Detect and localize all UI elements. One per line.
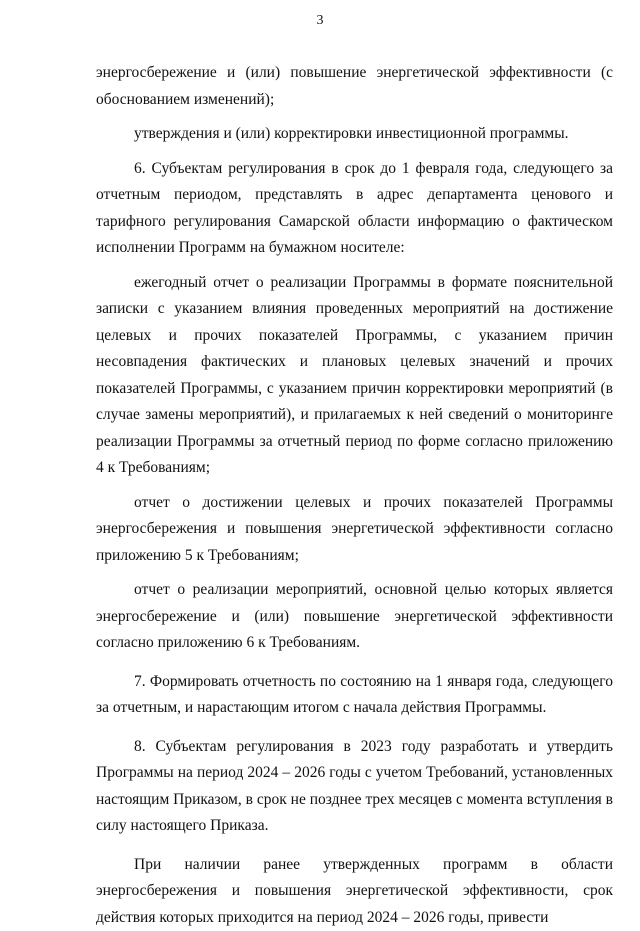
paragraph-item-6: 6. Субъектам регулирования в срок до 1 февраля года, следующего за отчетным периодом, представлять в адрес департамента ценового и тарифного регулирования Самарской области информацию о фактическом исполнении Программ на бумажном носителе: [96, 156, 613, 262]
paragraph-targets-report: отчет о достижении целевых и прочих показателей Программы энергосбережения и повышения энергетической эффективности согласно приложению 5 к Требованиям; [96, 490, 613, 570]
paragraph-item-7: 7. Формировать отчетность по состоянию на 1 января года, следующего за отчетным, и нарастающим итогом с начала действия Программы. [96, 669, 613, 722]
paragraph-existing-programs: При наличии ранее утвержденных программ в области энергосбережения и повышения энергетической эффективности, срок действия которых приходится на период 2024 – 2026 годы, привести [96, 852, 613, 931]
document-body [96, 60, 613, 931]
paragraph-energy-saving-continuation: энергосбережение и (или) повышение энергетической эффективности (с обоснованием изменений); [96, 60, 613, 113]
paragraph-measures-report: отчет о реализации мероприятий, основной целью которых является энергосбережение и (или) повышение энергетической эффективности согласно приложению 6 к Требованиям. [96, 577, 613, 657]
paragraph-annual-report: ежегодный отчет о реализации Программы в формате пояснительной записки с указанием влияния проведенных мероприятий на достижение целевых и прочих показателей Программы, с указанием причин несовпадения фактических и плановых целевых значений и прочих показателей Программы, с указанием причин корректировки мероприятий (в случае замены мероприятий), и прилагаемых к ней сведений о мониторинге реализации Программы за отчетный период по форме согласно приложению 4 к Требованиям; [96, 270, 613, 482]
page-number: 3 [0, 12, 640, 30]
paragraph-item-8: 8. Субъектам регулирования в 2023 году разработать и утвердить Программы на период 2024 – 2026 годы с учетом Требований, установленных настоящим Приказом, в срок не позднее трех месяцев с момента вступления в силу настоящего Приказа. [96, 734, 613, 840]
paragraph-investment-program: утверждения и (или) корректировки инвестиционной программы. [96, 121, 613, 148]
